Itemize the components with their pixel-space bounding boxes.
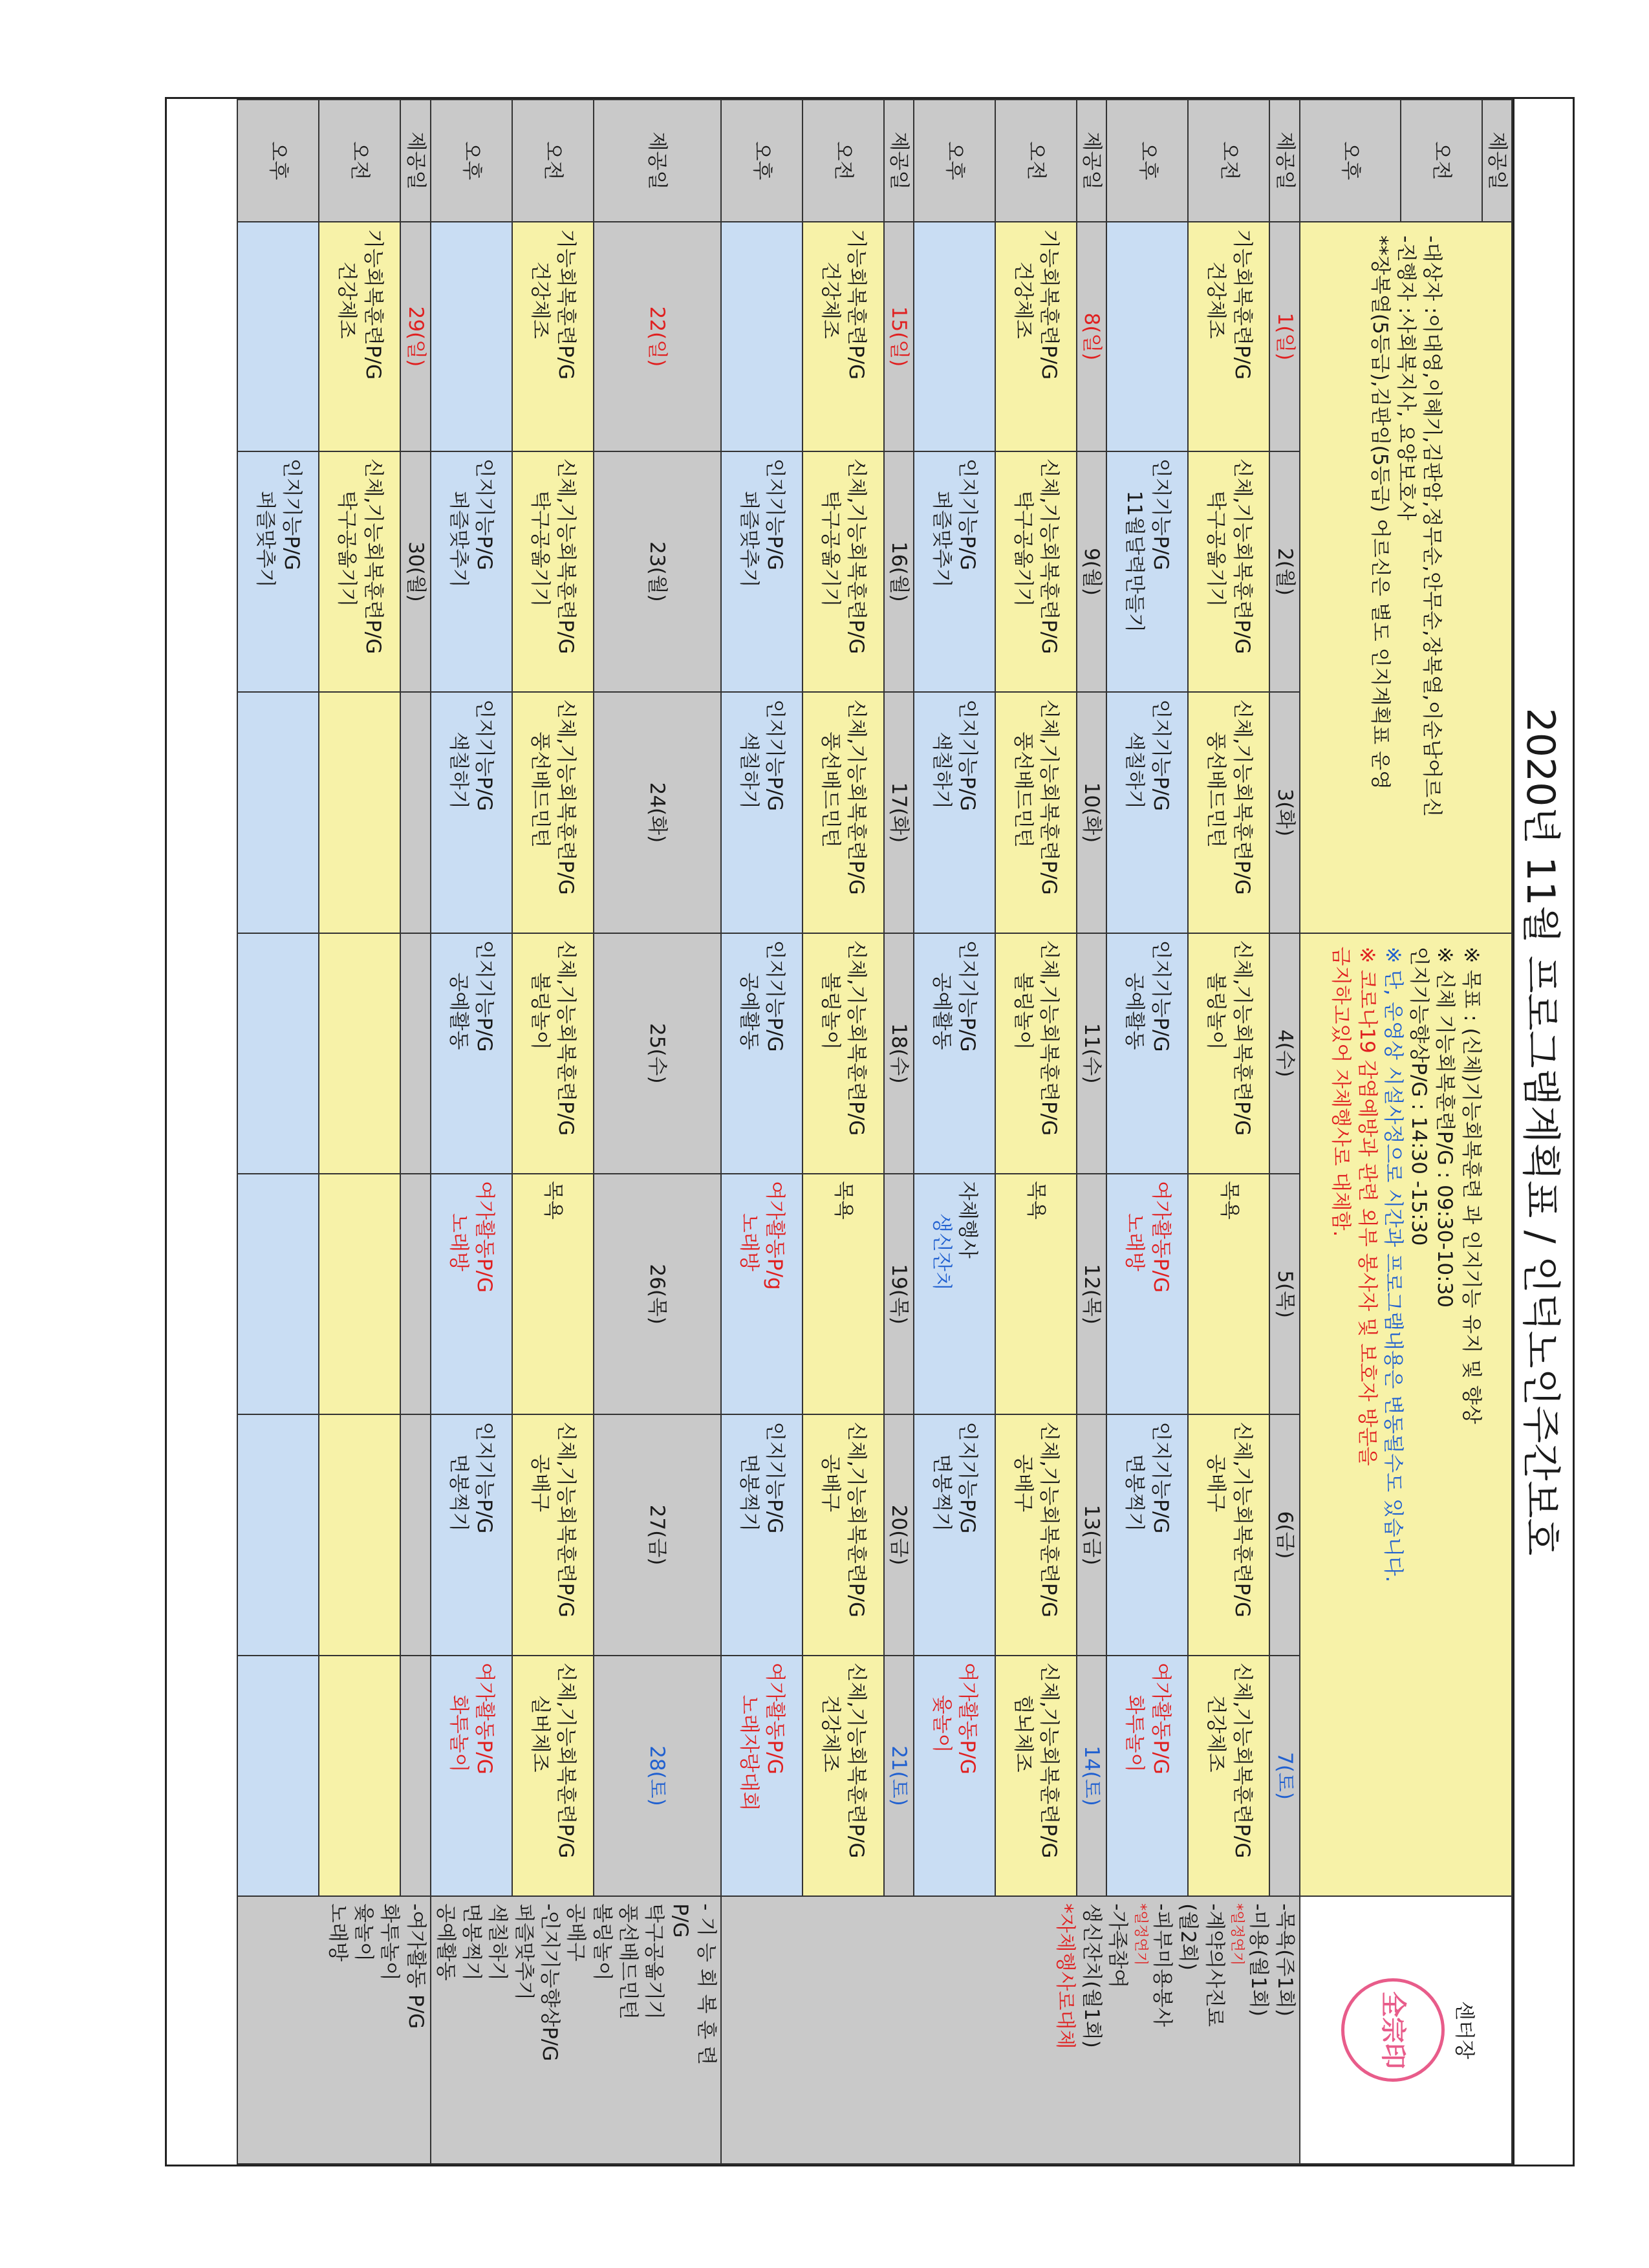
pm-activity-cell — [1106, 933, 1188, 1174]
activity-text: 실버체조 — [528, 1694, 552, 1773]
activity-text: 색칠하기 — [737, 731, 760, 809]
sidebar-line: P/G — [668, 1903, 692, 1938]
activity-text: 인지기능P/G — [1148, 1421, 1172, 1534]
activity-text: 인지기능P/G — [1148, 699, 1172, 812]
schedule-table — [237, 99, 1513, 2165]
pm-activity-cell — [1106, 1174, 1188, 1414]
activity-text: 목욕 — [1217, 1181, 1241, 1220]
activity-text: 공예활동 — [930, 972, 954, 1050]
activity-text: 기능회복훈련P/G — [1037, 229, 1061, 380]
activity-text: 신체,기능회복훈련P/G — [845, 940, 868, 1136]
activity-text: 신체,기능회복훈련P/G — [554, 1662, 577, 1859]
activity-text: 목욕 — [541, 1181, 565, 1220]
day-date: 15(일) — [884, 222, 914, 451]
sidebar-line: -목욕(주1회) — [1273, 1903, 1297, 2017]
activity-text: 공배구 — [528, 1454, 552, 1513]
pm-activity-cell — [237, 692, 319, 933]
am-activity-cell — [512, 1174, 594, 1414]
activity-text: 신체,기능회복훈련P/G — [845, 458, 868, 654]
activity-text: 탁구공옮기기 — [528, 490, 552, 607]
activity-text: 탁구공옮기기 — [335, 490, 359, 607]
activity-text: 여가활동P/G — [472, 1662, 496, 1775]
info-line: ※ 코로나19 감염예방과 관련 외부 봉사자 및 보호자 방문을 — [1355, 946, 1379, 1466]
day-date — [400, 1174, 430, 1414]
activity-text: 퍼즐맞추기 — [253, 490, 277, 588]
activity-text: 인지기능P/G — [763, 699, 787, 812]
activity-text: 생신잔치 — [930, 1213, 954, 1291]
row-label-pm: 오후 — [1300, 100, 1401, 222]
sidebar-line: 화투놀이 — [378, 1903, 402, 1981]
am-activity-cell — [803, 1174, 884, 1414]
activity-text: 신체,기능회복훈련P/G — [1037, 1421, 1061, 1617]
page-title: 2020년 11월 프로그램계획표 / 인덕노인주간보호 — [1513, 99, 1573, 2165]
activity-text: 면봉찍기 — [737, 1454, 760, 1532]
sidebar-line: 풍선배드민턴 — [616, 1903, 640, 2020]
day-date: 16(월) — [884, 451, 914, 692]
day-date: 1(일) — [1269, 222, 1299, 451]
activity-text: 풍선배드민턴 — [1011, 731, 1035, 848]
row-label-day: 제공일 — [884, 100, 914, 222]
activity-text: 신체,기능회복훈련P/G — [1037, 940, 1061, 1136]
am-activity-cell — [803, 1656, 884, 1896]
row-label-am: 오전 — [319, 100, 400, 222]
row-label-day: 제공일 — [400, 100, 430, 222]
am-activity-cell — [803, 1414, 884, 1655]
am-activity-cell — [803, 222, 884, 451]
activity-text: 인지기능P/G — [1148, 458, 1172, 570]
day-date: 7(토) — [1269, 1656, 1299, 1896]
info-line: ※ 신체 기능회복훈련P/G : 09:30-10:30 — [1433, 946, 1457, 1308]
am-activity-cell — [319, 1414, 400, 1655]
activity-text: 인지기능P/G — [763, 458, 787, 570]
seal-stamp: 全宗印 — [1341, 1978, 1445, 2082]
day-date: 27(금) — [594, 1414, 721, 1655]
activity-text: 노래자랑대회 — [737, 1694, 760, 1811]
pm-activity-cell — [914, 451, 995, 692]
am-activity-cell — [803, 451, 884, 692]
pm-activity-cell — [237, 1174, 319, 1414]
week-am-row — [995, 100, 1077, 2164]
day-date: 25(수) — [594, 933, 721, 1174]
pm-activity-cell — [237, 933, 319, 1174]
week-day-row — [1269, 100, 1299, 2164]
activity-text: 신체,기능회복훈련P/G — [1230, 458, 1254, 654]
sidebar-line: *일정연기 — [1132, 1903, 1148, 1966]
sidebar-line: *일정연기 — [1229, 1903, 1245, 1966]
activity-text: 목욕 — [1024, 1181, 1048, 1220]
activity-text: 인지기능P/G — [472, 1421, 496, 1534]
row-label-day: 제공일 — [1077, 100, 1106, 222]
pm-activity-cell — [237, 1656, 319, 1896]
pm-activity-cell — [237, 451, 319, 692]
pm-activity-cell — [431, 933, 512, 1174]
activity-text: 볼링놀이 — [1011, 972, 1035, 1050]
info-line: ※ 단, 운영상 시설사정으로 시간과 프로그램내용은 변동될수도 있습니다. — [1381, 946, 1405, 1582]
day-date — [400, 1656, 430, 1896]
info-line: ※ 목표 : (신체)기능회복훈련 과 인지기능 유지 및 향상 — [1459, 946, 1483, 1424]
week-am-row — [512, 100, 594, 2164]
activity-text: 건강체조 — [1204, 1694, 1228, 1773]
pm-activity-cell — [721, 1174, 803, 1414]
am-activity-cell — [1188, 1174, 1269, 1414]
day-date: 30(월) — [400, 451, 430, 692]
day-date: 5(목) — [1269, 1174, 1299, 1414]
activity-text: 신체,기능회복훈련P/G — [1230, 1421, 1254, 1617]
am-activity-cell — [512, 1414, 594, 1655]
activity-text: 화투놀이 — [1123, 1694, 1147, 1773]
activity-text: 색칠하기 — [1123, 731, 1147, 809]
info-line: **장복열(5등급),김판임(5등급) 어르신은 별도 인지계획표 운영 — [1368, 235, 1392, 790]
activity-text: 노래방 — [737, 1213, 760, 1271]
am-activity-cell — [512, 1656, 594, 1896]
activity-text: 신체,기능회복훈련P/G — [361, 458, 385, 654]
activity-text: 볼링놀이 — [1204, 972, 1228, 1050]
week-pm-row — [431, 100, 512, 2164]
program-schedule-sheet — [165, 97, 1575, 2166]
row-label-pm: 오후 — [914, 100, 995, 222]
week-am-row — [1188, 100, 1269, 2164]
activity-text: 인지기능P/G — [956, 458, 980, 570]
activity-text: 면봉찍기 — [930, 1454, 954, 1532]
row-label-day: 제공일 — [594, 100, 721, 222]
activity-text: 탁구공옮기기 — [818, 490, 842, 607]
am-activity-cell — [319, 451, 400, 692]
week-am-row — [803, 100, 884, 2164]
activity-text: 풍선배드민턴 — [528, 731, 552, 848]
row-label-am: 오전 — [803, 100, 884, 222]
activity-text: 신체,기능회복훈련P/G — [554, 699, 577, 895]
am-activity-cell — [1188, 692, 1269, 933]
activity-text: 퍼즐맞추기 — [930, 490, 954, 588]
pm-activity-cell — [1106, 1414, 1188, 1655]
pm-activity-cell — [1106, 692, 1188, 933]
activity-text: 인지기능P/G — [279, 458, 303, 570]
am-activity-cell — [995, 222, 1077, 451]
day-date: 22(일) — [594, 222, 721, 451]
week-day-row — [400, 100, 430, 2164]
day-date: 10(화) — [1077, 692, 1106, 933]
activity-text: 건강체조 — [1011, 261, 1035, 339]
day-date: 17(화) — [884, 692, 914, 933]
sidebar-notes — [431, 1896, 721, 2164]
activity-text: 퍼즐맞추기 — [446, 490, 470, 588]
center-head-label: 센터장 — [1452, 2001, 1476, 2060]
activity-text: 면봉찍기 — [446, 1454, 470, 1532]
activity-text: 기능회복훈련P/G — [1230, 229, 1254, 380]
info-line: 인지기능향상P/G : 14:30 -15:30 — [1407, 946, 1431, 1246]
activity-text: 신체,기능회복훈련P/G — [1037, 699, 1061, 895]
activity-text: 신체,기능회복훈련P/G — [1230, 699, 1254, 895]
day-date: 4(수) — [1269, 933, 1299, 1174]
row-label-am: 오전 — [1188, 100, 1269, 222]
pm-activity-cell — [721, 933, 803, 1174]
day-date: 3(화) — [1269, 692, 1299, 933]
activity-text: 색칠하기 — [446, 731, 470, 809]
activity-text: 건강체조 — [528, 261, 552, 339]
week-am-row — [319, 100, 400, 2164]
am-activity-cell — [512, 933, 594, 1174]
pm-activity-cell — [431, 692, 512, 933]
sidebar-line: 탁구공옮기기 — [642, 1903, 666, 2020]
week-pm-row — [1106, 100, 1188, 2164]
pm-activity-cell — [914, 1656, 995, 1896]
activity-text: 공배구 — [1204, 1454, 1228, 1513]
am-activity-cell — [1188, 1656, 1269, 1896]
sidebar-line: 생신잔치(월1회) — [1079, 1903, 1103, 2048]
activity-text: 탁구공옮기기 — [1204, 490, 1228, 607]
pm-activity-cell — [237, 1414, 319, 1655]
sidebar-line: 퍼즐맞추기 — [512, 1903, 535, 2000]
activity-text: 기능회복훈련P/G — [845, 229, 868, 380]
am-activity-cell — [512, 451, 594, 692]
activity-text: 신체,기능회복훈련P/G — [554, 1421, 577, 1617]
am-activity-cell — [995, 692, 1077, 933]
activity-text: 건강체조 — [818, 261, 842, 339]
sidebar-line: -피부미용봉사 — [1150, 1903, 1174, 2027]
row-label-day: 제공일 — [1482, 100, 1512, 222]
activity-text: 자체행사 — [956, 1181, 980, 1258]
activity-text: 인지기능P/G — [763, 1421, 787, 1534]
row-label-pm: 오후 — [721, 100, 803, 222]
info-line: -진행자 :사회복지사, 요양보호사 — [1394, 235, 1417, 521]
sidebar-line: 공배구 — [564, 1903, 588, 1962]
day-date: 23(월) — [594, 451, 721, 692]
sidebar-notes — [237, 1896, 430, 2164]
activity-text: 공예활동 — [737, 972, 760, 1050]
activity-text: 인지기능P/G — [763, 940, 787, 1052]
activity-text: 공예활동 — [446, 972, 470, 1050]
row-label-pm: 오후 — [1106, 100, 1188, 222]
am-activity-cell — [1188, 933, 1269, 1174]
pm-activity-cell — [914, 1174, 995, 1414]
sidebar-line: -인지기능향상P/G — [538, 1903, 562, 2062]
info-line: 금지하고있어 자체행사로 대체함. — [1329, 946, 1353, 1237]
day-date: 11(수) — [1077, 933, 1106, 1174]
activity-text: 풍선배드민턴 — [818, 731, 842, 848]
day-date: 6(금) — [1269, 1414, 1299, 1655]
activity-text: 면봉찍기 — [1123, 1454, 1147, 1532]
activity-text: 신체,기능회복훈련P/G — [554, 940, 577, 1136]
activity-text: 기능회복훈련P/G — [554, 229, 577, 380]
am-activity-cell — [512, 692, 594, 933]
pm-activity-cell — [721, 451, 803, 692]
am-activity-cell — [995, 451, 1077, 692]
activity-text: 공배구 — [1011, 1454, 1035, 1513]
am-activity-cell — [995, 1414, 1077, 1655]
activity-text: 풍선배드민턴 — [1204, 731, 1228, 848]
row-label-am: 오전 — [995, 100, 1077, 222]
am-activity-cell — [319, 222, 400, 451]
am-activity-cell — [319, 692, 400, 933]
day-date: 21(토) — [884, 1656, 914, 1896]
activity-text: 인지기능P/G — [1148, 940, 1172, 1052]
activity-text: 공배구 — [818, 1454, 842, 1513]
week-pm-row — [721, 100, 803, 2164]
sidebar-line: (월2회) — [1176, 1903, 1200, 1971]
activity-text: 건강체조 — [1204, 261, 1228, 339]
activity-text: 윷놀이 — [930, 1694, 954, 1753]
pm-activity-cell — [721, 222, 803, 451]
activity-text: 여가활동P/G — [1148, 1181, 1172, 1293]
pm-activity-cell — [431, 1656, 512, 1896]
info-row-day — [1482, 100, 1512, 2164]
day-date — [400, 1414, 430, 1655]
activity-text: 건강체조 — [335, 261, 359, 339]
activity-text: 볼링놀이 — [818, 972, 842, 1050]
info-target-block — [1300, 222, 1512, 933]
sidebar-line: *자체행사로대체 — [1053, 1903, 1077, 2049]
activity-text: 볼링놀이 — [528, 972, 552, 1050]
day-date: 12(목) — [1077, 1174, 1106, 1414]
row-label-am: 오전 — [1401, 100, 1482, 222]
row-label-pm: 오후 — [431, 100, 512, 222]
activity-text: 공예활동 — [1123, 972, 1147, 1050]
activity-text: 인지기능P/G — [956, 699, 980, 812]
activity-text: 신체,기능회복훈련P/G — [845, 699, 868, 895]
day-date: 14(토) — [1077, 1656, 1106, 1896]
week-day-row — [884, 100, 914, 2164]
sidebar-line: -계약의사진료 — [1202, 1903, 1226, 2027]
activity-text: 신체,기능회복훈련P/G — [1037, 458, 1061, 654]
day-date: 2(월) — [1269, 451, 1299, 692]
activity-text: 11월달력만들기 — [1123, 490, 1147, 632]
pm-activity-cell — [914, 692, 995, 933]
activity-text: 건강체조 — [818, 1694, 842, 1773]
activity-text: 여가활동P/g — [763, 1181, 787, 1290]
pm-activity-cell — [721, 692, 803, 933]
activity-text: 인지기능P/G — [956, 940, 980, 1052]
day-date: 9(월) — [1077, 451, 1106, 692]
row-label-day: 제공일 — [1269, 100, 1299, 222]
am-activity-cell — [803, 692, 884, 933]
week-pm-row — [237, 100, 319, 2164]
sidebar-line: -미용(월1회) — [1247, 1903, 1271, 2017]
activity-text: 퍼즐맞추기 — [737, 490, 760, 588]
activity-text: 인지기능P/G — [472, 458, 496, 570]
day-date: 29(일) — [400, 222, 430, 451]
activity-text: 신체,기능회복훈련P/G — [1230, 1662, 1254, 1859]
activity-text: 화투놀이 — [446, 1694, 470, 1773]
am-activity-cell — [1188, 222, 1269, 451]
pm-activity-cell — [431, 1414, 512, 1655]
day-date: 26(목) — [594, 1174, 721, 1414]
activity-text: 신체,기능회복훈련P/G — [1037, 1662, 1061, 1859]
pm-activity-cell — [721, 1414, 803, 1655]
day-date: 24(화) — [594, 692, 721, 933]
am-activity-cell — [995, 1174, 1077, 1414]
day-date: 20(금) — [884, 1414, 914, 1655]
activity-text: 인지기능P/G — [956, 1421, 980, 1534]
day-date: 13(금) — [1077, 1414, 1106, 1655]
am-activity-cell — [319, 933, 400, 1174]
activity-text: 목욕 — [831, 1181, 855, 1220]
row-label-am: 오전 — [512, 100, 594, 222]
activity-text: 기능회복훈련P/G — [361, 229, 385, 380]
activity-text: 인지기능P/G — [472, 940, 496, 1052]
pm-activity-cell — [914, 222, 995, 451]
am-activity-cell — [1188, 1414, 1269, 1655]
activity-text: 노래방 — [1123, 1213, 1147, 1271]
pm-activity-cell — [1106, 222, 1188, 451]
pm-activity-cell — [721, 1656, 803, 1896]
am-activity-cell — [995, 933, 1077, 1174]
activity-text: 신체,기능회복훈련P/G — [554, 458, 577, 654]
activity-text: 노래방 — [446, 1213, 470, 1271]
activity-text: 신체,기능회복훈련P/G — [845, 1421, 868, 1617]
pm-activity-cell — [914, 933, 995, 1174]
sidebar-line: 노래방 — [325, 1903, 349, 1962]
pm-activity-cell — [431, 1174, 512, 1414]
pm-activity-cell — [914, 1414, 995, 1655]
activity-text: 여가활동P/G — [472, 1181, 496, 1293]
row-label-pm: 오후 — [237, 100, 319, 222]
am-activity-cell — [1188, 451, 1269, 692]
day-date: 8(일) — [1077, 222, 1106, 451]
sidebar-line: -가족참여 — [1106, 1903, 1130, 1989]
sidebar-notes — [721, 1896, 1300, 2164]
am-activity-cell — [319, 1174, 400, 1414]
activity-text: 신체,기능회복훈련P/G — [1230, 940, 1254, 1136]
sidebar-line: 볼링놀이 — [590, 1903, 614, 1981]
activity-text: 힘뇌체조 — [1011, 1694, 1035, 1773]
am-activity-cell — [803, 933, 884, 1174]
am-activity-cell — [319, 1656, 400, 1896]
sidebar-line: 면봉찍기 — [460, 1903, 484, 1981]
day-date — [400, 933, 430, 1174]
week-day-row — [1077, 100, 1106, 2164]
day-date: 18(수) — [884, 933, 914, 1174]
am-activity-cell — [995, 1656, 1077, 1896]
week-pm-row — [914, 100, 995, 2164]
am-activity-cell — [512, 222, 594, 451]
activity-text: 탁구공옮기기 — [1011, 490, 1035, 607]
activity-text: 신체,기능회복훈련P/G — [845, 1662, 868, 1859]
sidebar-line: -여가활동 P/G — [404, 1903, 427, 2029]
activity-text: 여가활동P/G — [1148, 1662, 1172, 1775]
pm-activity-cell — [431, 222, 512, 451]
sidebar-line: 윷놀이 — [351, 1903, 375, 1962]
info-line: -대상자 :이대영,이혜기,김판암,정무순,안무순,장복열,이순남어르신 — [1420, 235, 1444, 817]
pm-activity-cell — [1106, 451, 1188, 692]
week-day-row — [594, 100, 721, 2164]
day-date: 28(토) — [594, 1656, 721, 1896]
sidebar-line: 색칠하기 — [486, 1903, 510, 1981]
pm-activity-cell — [431, 451, 512, 692]
center-head-cell — [1300, 1896, 1512, 2164]
activity-text: 인지기능P/G — [472, 699, 496, 812]
activity-text: 여가활동P/G — [763, 1662, 787, 1775]
sidebar-line: - 기 능 회 복 훈 련 — [694, 1903, 718, 2066]
activity-text: 색칠하기 — [930, 731, 954, 809]
info-goal-block — [1300, 933, 1512, 1897]
day-date: 19(목) — [884, 1174, 914, 1414]
activity-text: 여가활동P/G — [956, 1662, 980, 1775]
day-date — [400, 692, 430, 933]
pm-activity-cell — [237, 222, 319, 451]
pm-activity-cell — [1106, 1656, 1188, 1896]
sidebar-line: 공예활동 — [433, 1903, 457, 1981]
